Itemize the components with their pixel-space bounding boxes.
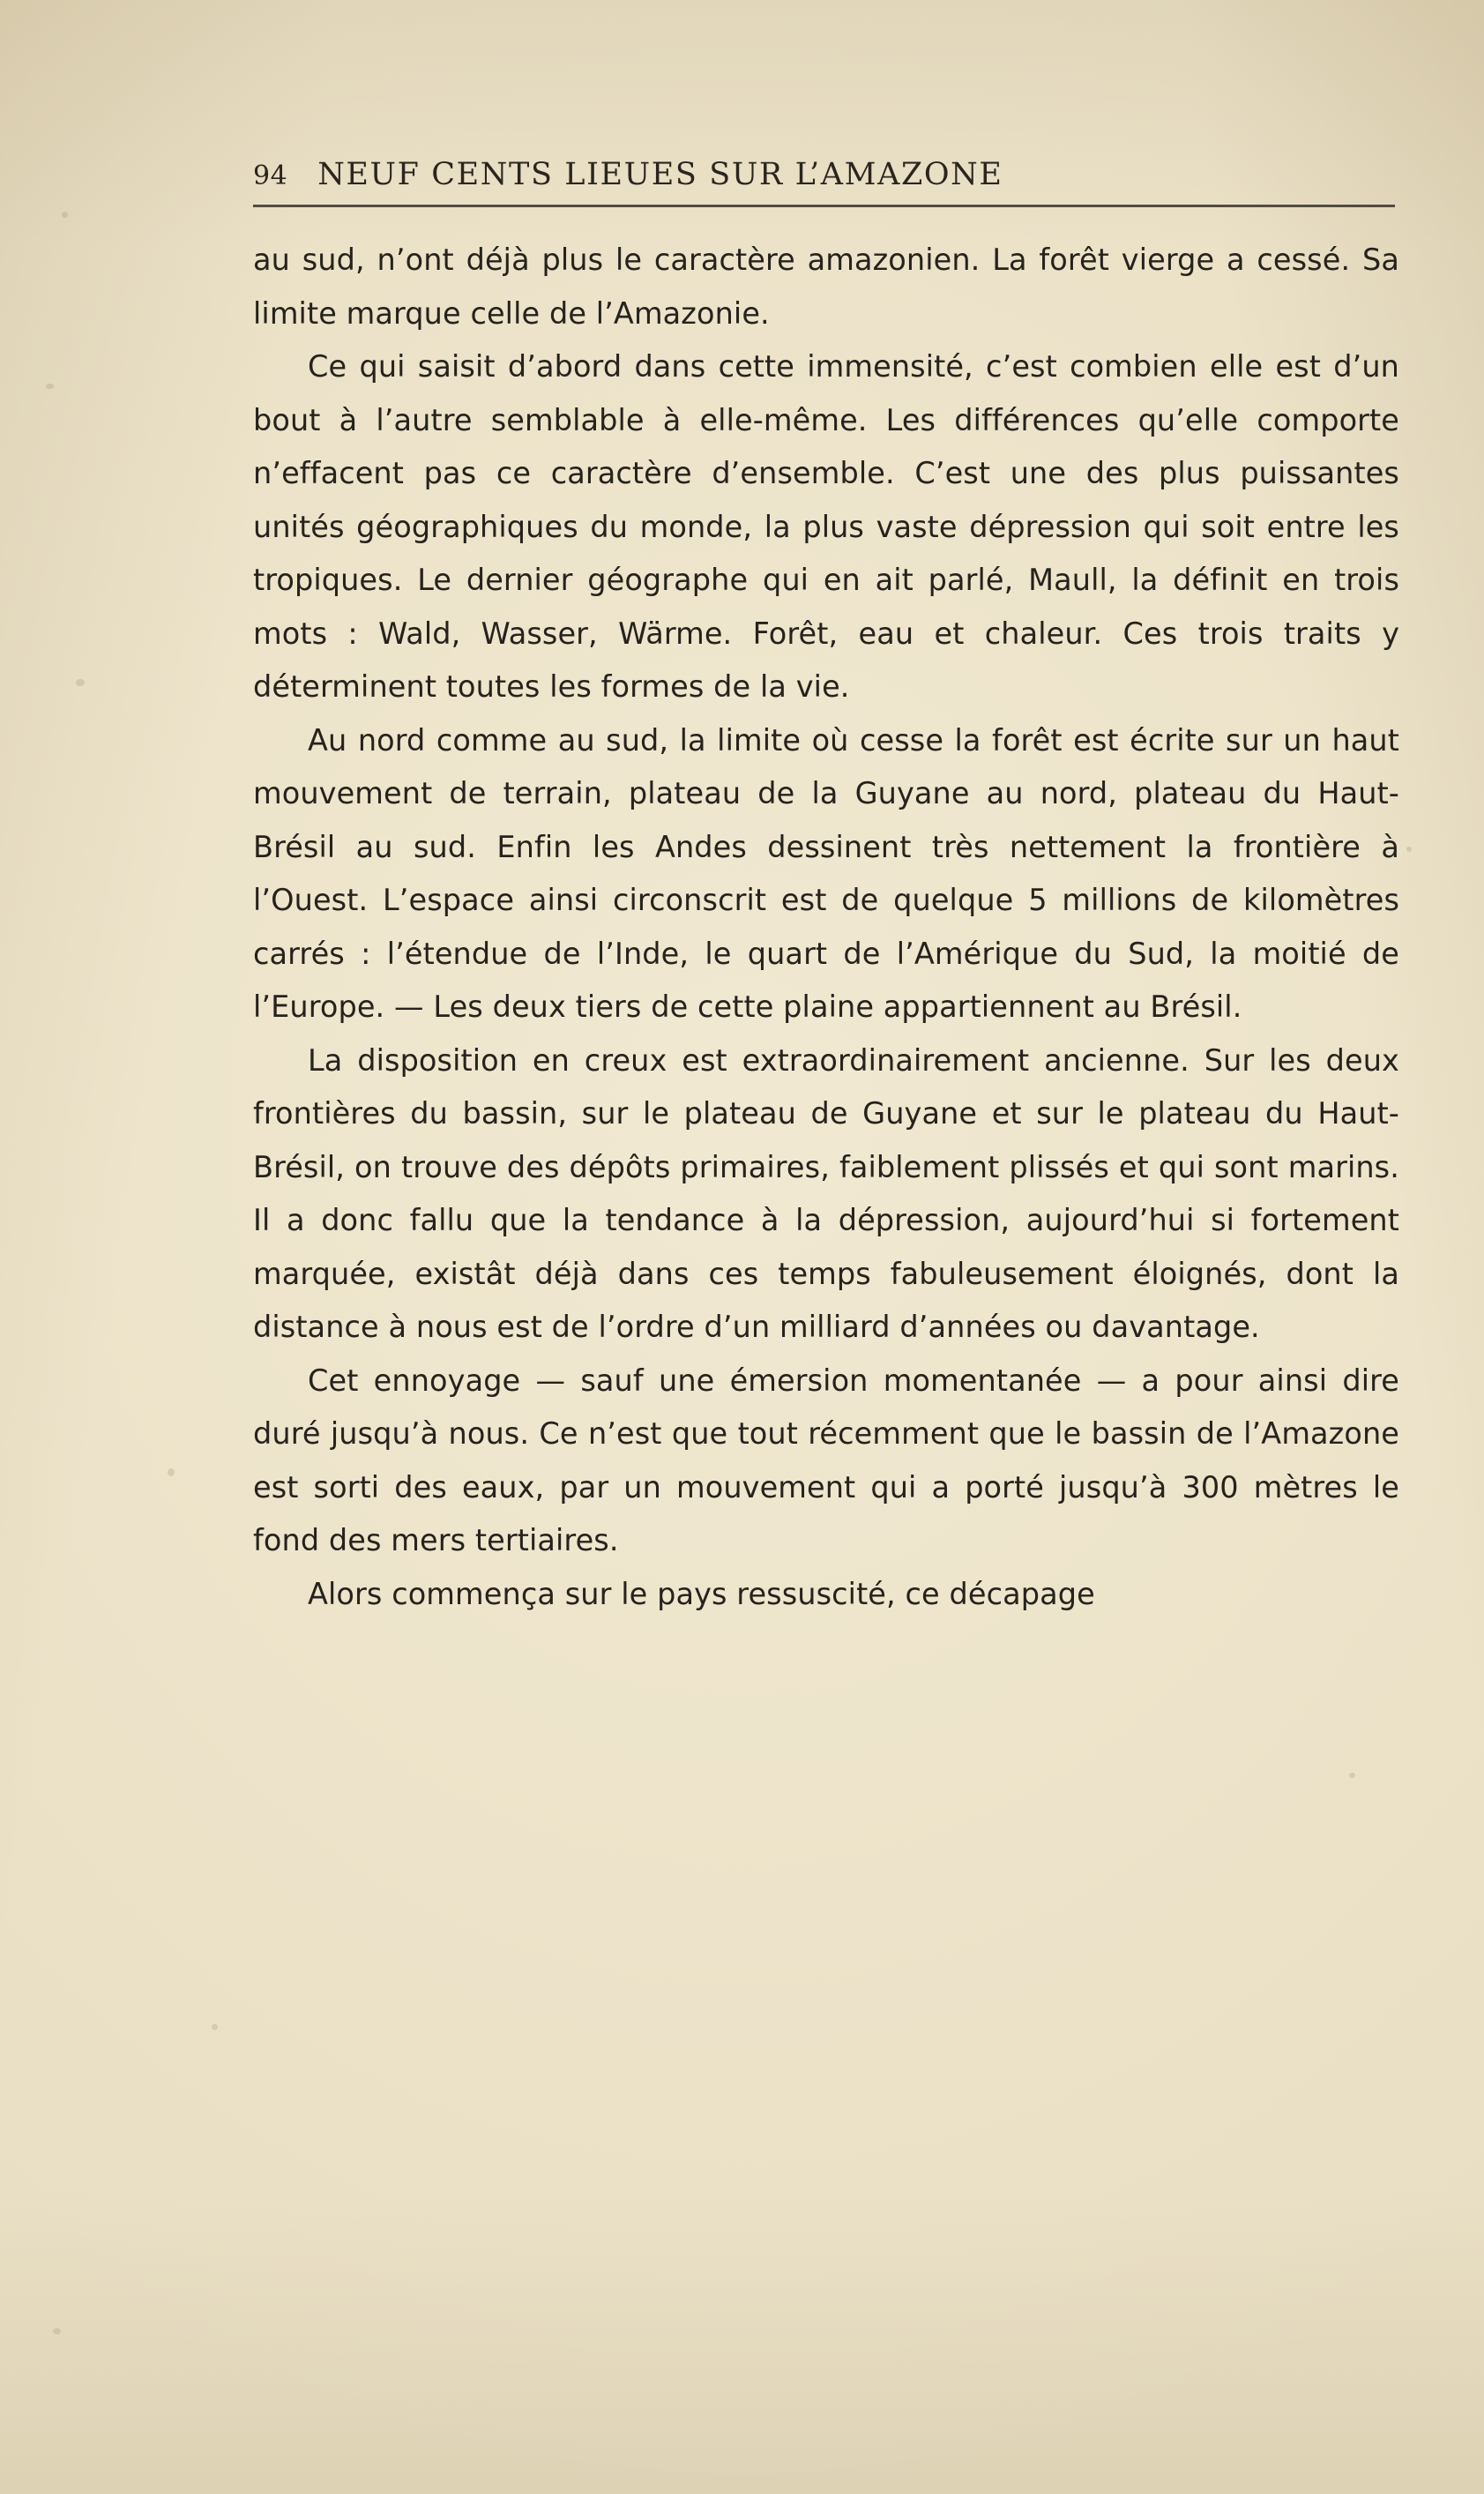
paper-speck xyxy=(53,2328,61,2334)
paper-speck xyxy=(46,384,54,389)
header-rule xyxy=(253,205,1395,207)
paper-speck xyxy=(76,679,85,686)
paragraph: Cet ennoyage — sauf une émersion momentanée — a pour ainsi dire duré jusqu’à nous. Ce n’est que tout récemment que le bassin de l’Amazone est sorti des eaux, par un mouvement qui a porté jusqu’à 300 mètres le fond des mers tertiaires. xyxy=(253,1363,1399,1557)
paragraph: au sud, n’ont déjà plus le caractère amazonien. La forêt vierge a cessé. Sa limite marque celle de l’Amazonie. xyxy=(253,243,1399,331)
page-content xyxy=(253,157,1404,1621)
page-number: 94 xyxy=(253,161,288,191)
paper-speck xyxy=(168,1468,175,1476)
paper-speck xyxy=(1406,847,1412,852)
page-header xyxy=(253,157,1404,192)
paragraph: Ce qui saisit d’abord dans cette immensité, c’est combien elle est d’un bout à l’autre semblable à elle-même. Les différences qu’elle comporte n’effacent pas ce caractère d’ensemble. C’est une des plus puissantes unités géographiques du monde, la plus vaste dépression qui soit entre les tropiques. Le dernier géographe qui en ait parlé, Maull, la définit en trois mots : Wald, Wasser, Wärme. Forêt, eau et chaleur. Ces trois traits y déterminent toutes les formes de la vie. xyxy=(253,349,1399,704)
paper-speck xyxy=(1349,1773,1355,1778)
paragraph: La disposition en creux est extraordinairement ancienne. Sur les deux frontières du bassin, sur le plateau de Guyane et sur le plateau du Haut-Brésil, on trouve des dépôts primaires, faiblement plissés et qui sont marins. Il a donc fallu que la tendance à la dépression, aujourd’hui si fortement marquée, existât déjà dans ces temps fabuleusement éloignés, dont la distance à nous est de l’ordre d’un milliard d’années ou davantage. xyxy=(253,1042,1399,1344)
paragraph: Alors commença sur le pays ressuscité, ce décapage xyxy=(308,1576,1095,1611)
paper-speck xyxy=(212,2024,218,2030)
paragraph: Au nord comme au sud, la limite où cesse la forêt est écrite sur un haut mouvement de terrain, plateau de la Guyane au nord, plateau du Haut-Brésil au sud. Enfin les Andes dessinent très nettement la frontière à l’Ouest. L’espace ainsi circonscrit est de quelque 5 millions de kilomètres carrés : l’étendue de l’Inde, le quart de l’Amérique du Sud, la moitié de l’Europe. — Les deux tiers de cette plaine appartiennent au Brésil. xyxy=(253,722,1399,1024)
paper-speck xyxy=(62,212,68,218)
running-title: NEUF CENTS LIEUES SUR L’AMAZONE xyxy=(317,157,1003,192)
body-text xyxy=(253,234,1399,1621)
